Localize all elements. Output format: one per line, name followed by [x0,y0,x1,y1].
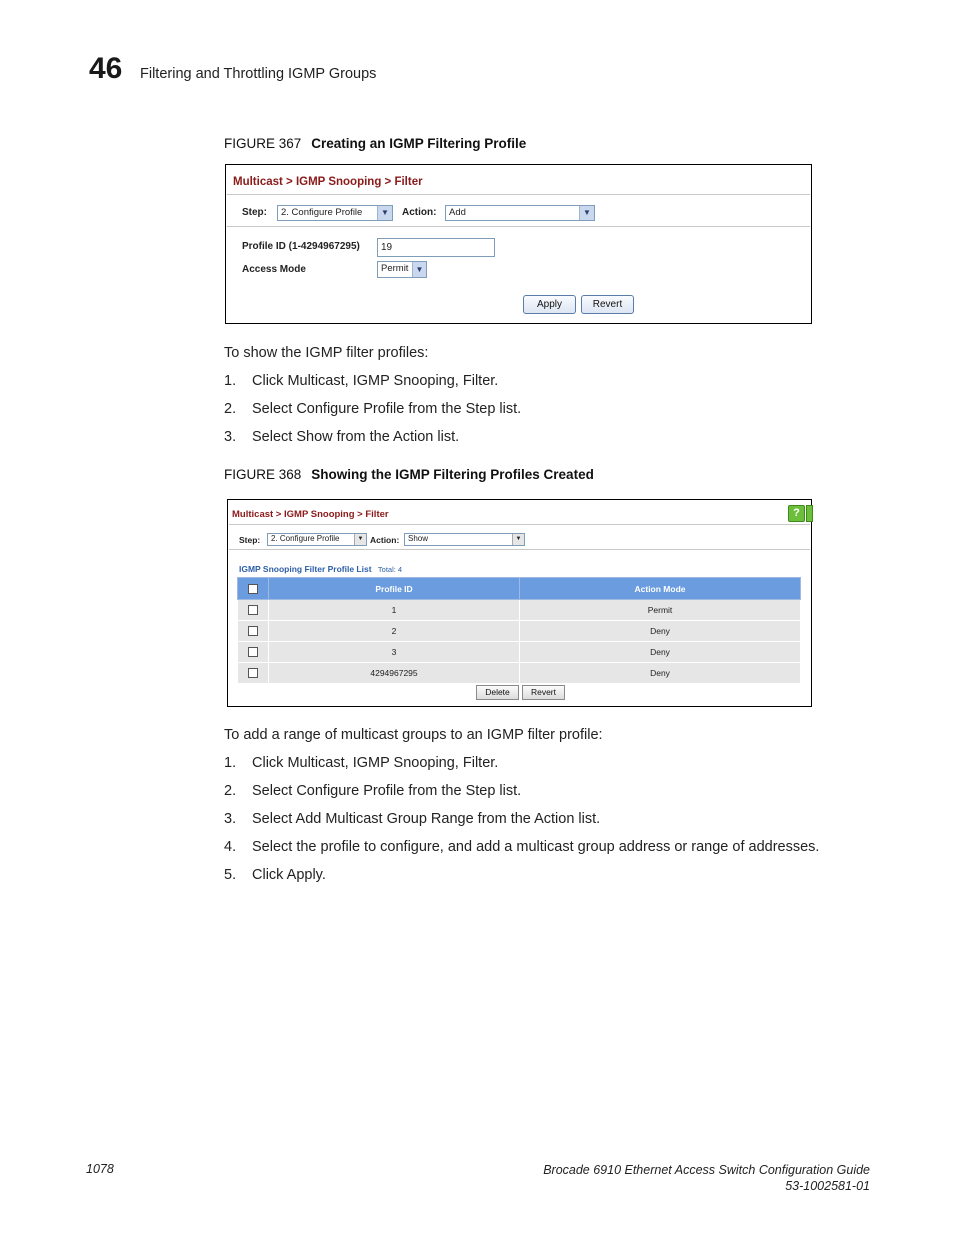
row-checkbox[interactable] [248,605,258,615]
step-text: Select Configure Profile from the Step list. [252,783,522,799]
divider [229,549,810,550]
chevron-down-icon: ▼ [579,206,594,220]
profile-id-cell: 2 [269,621,520,642]
chapter-title: Filtering and Throttling IGMP Groups [140,66,377,82]
select-all-checkbox[interactable] [248,584,258,594]
list-title-text: IGMP Snooping Filter Profile List [239,564,372,574]
doc-number: 53-1002581-01 [785,1179,870,1193]
table-header-row [238,578,801,600]
list-item [224,867,326,883]
action-mode-cell: Deny [520,642,801,663]
action-mode-cell: Deny [520,663,801,684]
step-number: 4. [224,839,237,855]
step-label: Step: [239,535,261,545]
figure-title: Creating an IGMP Filtering Profile [311,136,527,151]
list-item [224,839,819,855]
step-select-value: 2. Configure Profile [281,207,363,218]
list-item [224,429,459,445]
step-number: 3. [224,429,237,445]
action-label: Action: [370,535,400,545]
action-select-value: Show [408,534,429,543]
table-row [238,600,801,621]
step-text: Select the profile to configure, and add a multicast group address or range of addresses. [252,839,820,855]
list-item [224,811,600,827]
step-select[interactable] [267,533,367,546]
action-mode-cell: Deny [520,621,801,642]
action-mode-cell: Permit [520,600,801,621]
step-number: 1. [224,373,237,389]
footer-info [543,1162,870,1194]
step-select[interactable] [277,205,393,221]
guide-title: Brocade 6910 Ethernet Access Switch Configuration Guide [543,1163,870,1177]
list-item [224,755,498,771]
figure-367-caption [224,136,526,151]
figure-label: FIGURE 368 [224,467,302,482]
step-text: Select Show from the Action list. [252,429,460,445]
action-label: Action: [402,207,437,218]
help-icon[interactable]: ? [788,505,805,522]
total-count: Total: 4 [377,565,403,574]
row-select-cell [238,663,269,684]
list-title [239,564,402,574]
figure-367-screenshot [225,164,812,324]
column-header: Action Mode [520,578,801,600]
step-label: Step: [242,207,267,218]
table-row [238,663,801,684]
row-checkbox[interactable] [248,668,258,678]
step-number: 1. [224,755,237,771]
divider [227,226,810,227]
step-text: Click Multicast, IGMP Snooping, Filter. [252,755,499,771]
page-number: 1078 [86,1162,114,1176]
apply-button[interactable]: Apply [523,295,576,314]
list-item [224,373,498,389]
figure-368-screenshot [227,499,812,707]
step-number: 2. [224,783,237,799]
profile-id-label: Profile ID (1-4294967295) [242,241,360,252]
step-number: 5. [224,867,237,883]
action-select-value: Add [449,207,466,218]
column-header: Profile ID [269,578,520,600]
divider [229,524,810,525]
step-text: Click Apply. [252,867,326,883]
list-item [224,401,521,417]
intro-text-1: To show the IGMP filter profiles: [224,345,429,361]
row-select-cell [238,600,269,621]
profile-id-cell: 1 [269,600,520,621]
delete-button[interactable]: Delete [476,685,519,700]
step-text: Click Multicast, IGMP Snooping, Filter. [252,373,499,389]
chevron-down-icon: ▼ [377,206,392,220]
breadcrumb: Multicast > IGMP Snooping > Filter [233,176,423,188]
table-row [238,642,801,663]
revert-button[interactable]: Revert [581,295,634,314]
step-select-value: 2. Configure Profile [271,534,340,543]
figure-label: FIGURE 367 [224,136,302,151]
row-select-cell [238,642,269,663]
profile-id-cell: 4294967295 [269,663,520,684]
access-mode-label: Access Mode [242,264,306,275]
action-select[interactable] [445,205,595,221]
action-select[interactable] [404,533,525,546]
access-mode-select[interactable] [377,261,427,278]
row-checkbox[interactable] [248,647,258,657]
figure-title: Showing the IGMP Filtering Profiles Created [311,467,594,482]
figure-368-caption [224,467,594,482]
step-number: 3. [224,811,237,827]
step-text: Select Add Multicast Group Range from the Action list. [252,811,601,827]
profile-id-cell: 3 [269,642,520,663]
table-row [238,621,801,642]
revert-button[interactable]: Revert [522,685,565,700]
chapter-number: 46 [89,52,123,85]
chevron-down-icon: ▼ [412,262,426,277]
chevron-down-icon: ▼ [354,534,366,545]
row-checkbox[interactable] [248,626,258,636]
intro-text-2: To add a range of multicast groups to an IGMP filter profile: [224,727,603,743]
divider [227,194,810,195]
access-mode-select-value: Permit [381,263,409,274]
row-select-cell [238,621,269,642]
list-item [224,783,521,799]
step-number: 2. [224,401,237,417]
select-all-header [238,578,269,600]
profile-id-input[interactable]: 19 [377,238,495,257]
breadcrumb: Multicast > IGMP Snooping > Filter [232,509,389,520]
profile-table [237,577,801,684]
extra-icon[interactable] [806,505,813,522]
step-text: Select Configure Profile from the Step list. [252,401,522,417]
chevron-down-icon: ▼ [512,534,524,545]
